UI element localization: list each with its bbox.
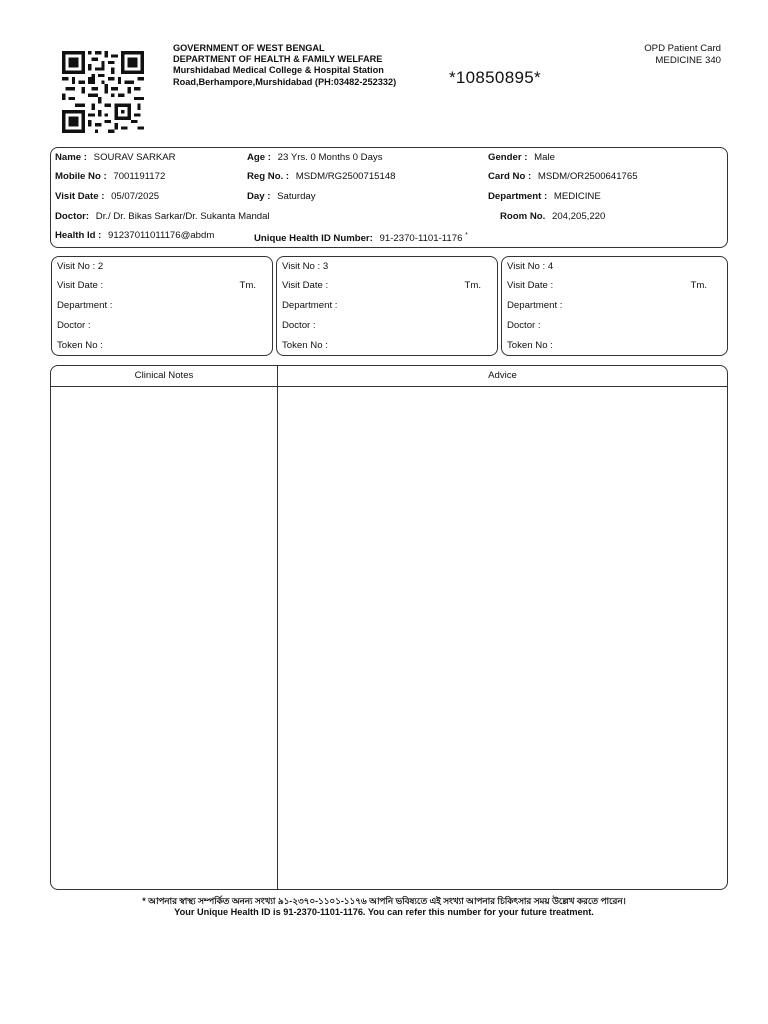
advice-area[interactable] [279, 387, 726, 888]
visit-no: Visit No : 3 [282, 261, 329, 272]
visit-box-2 [51, 256, 273, 356]
patient-department: Department : MEDICINE [488, 191, 601, 202]
header-line-hospital: Murshidabad Medical College & Hospital Station [173, 65, 384, 76]
visit-token-no: Token No : [282, 340, 328, 351]
visit-time: Tm. [239, 280, 256, 291]
patient-card-no: Card No : MSDM/OR2500641765 [488, 171, 638, 182]
patient-reg-no: Reg No. : MSDM/RG2500715148 [247, 171, 396, 182]
visit-no: Visit No : 2 [57, 261, 104, 272]
visit-no: Visit No : 4 [507, 261, 554, 272]
visit-time: Tm. [464, 280, 481, 291]
patient-age: Age : 23 Yrs. 0 Months 0 Days [247, 152, 383, 163]
card-type [644, 43, 721, 66]
card-title: OPD Patient Card [644, 43, 721, 54]
notes-column-divider [277, 366, 278, 889]
visit-date: Visit Date : [57, 280, 104, 291]
patient-mobile: Mobile No : 7001191172 [55, 171, 166, 182]
visit-doctor: Doctor : [57, 320, 91, 331]
visit-token-no: Token No : [507, 340, 553, 351]
patient-doctor: Doctor: Dr./ Dr. Bikas Sarkar/Dr. Sukanta Mandal [55, 211, 270, 222]
header-line-address: Road,Berhampore,Murshidabad (PH:03482-252332) [173, 76, 397, 87]
visit-doctor: Doctor : [507, 320, 541, 331]
patient-room-no: Room No. 204,205,220 [500, 211, 606, 222]
notes-table [50, 365, 728, 890]
visit-department: Department : [507, 300, 563, 311]
visit-token-no: Token No : [57, 340, 103, 351]
patient-gender: Gender : Male [488, 152, 555, 163]
patient-unique-health-id: Unique Health ID Number: 91-2370-1101-1176 * [254, 232, 468, 245]
advice-heading: Advice [488, 370, 517, 381]
clinical-notes-area[interactable] [52, 387, 276, 888]
header-line-government: GOVERNMENT OF WEST BENGAL [173, 43, 325, 53]
patient-details-box [50, 147, 728, 248]
footer-english-note: Your Unique Health ID is 91-2370-1101-1176. You can refer this number for your future treatment. [174, 907, 594, 917]
visit-department: Department : [57, 300, 113, 311]
footer-bengali-note: * আপনার স্বাস্থ্য সম্পর্কিত অনন্য সংখ্যা ৯১-২৩৭০-১১০১-১১৭৬ আপনি ভবিষ্যতে এই সংখ্যা আপনার চিকিৎসার সময় উল্লেখ করতে পারেন। [142, 896, 626, 906]
visit-department: Department : [282, 300, 338, 311]
header-line-department: DEPARTMENT OF HEALTH & FAMILY WELFARE [173, 54, 383, 65]
card-department: MEDICINE 340 [655, 54, 721, 66]
visit-time: Tm. [690, 280, 707, 291]
patient-visit-date: Visit Date : 05/07/2025 [55, 191, 160, 202]
visit-box-4 [501, 256, 728, 356]
visit-box-3 [276, 256, 498, 356]
patient-name: Name : SOURAV SARKAR [55, 152, 176, 163]
visit-doctor: Doctor : [282, 320, 316, 331]
header-institution [173, 43, 396, 88]
barcode-number: *10850895* [449, 68, 541, 87]
patient-day: Day : Saturday [247, 191, 316, 202]
patient-health-id: Health Id : 91237011011176@abdm [55, 230, 215, 241]
visit-date: Visit Date : [282, 280, 329, 291]
visit-date: Visit Date : [507, 280, 554, 291]
qr-code [62, 50, 144, 134]
clinical-notes-heading: Clinical Notes [134, 370, 194, 381]
